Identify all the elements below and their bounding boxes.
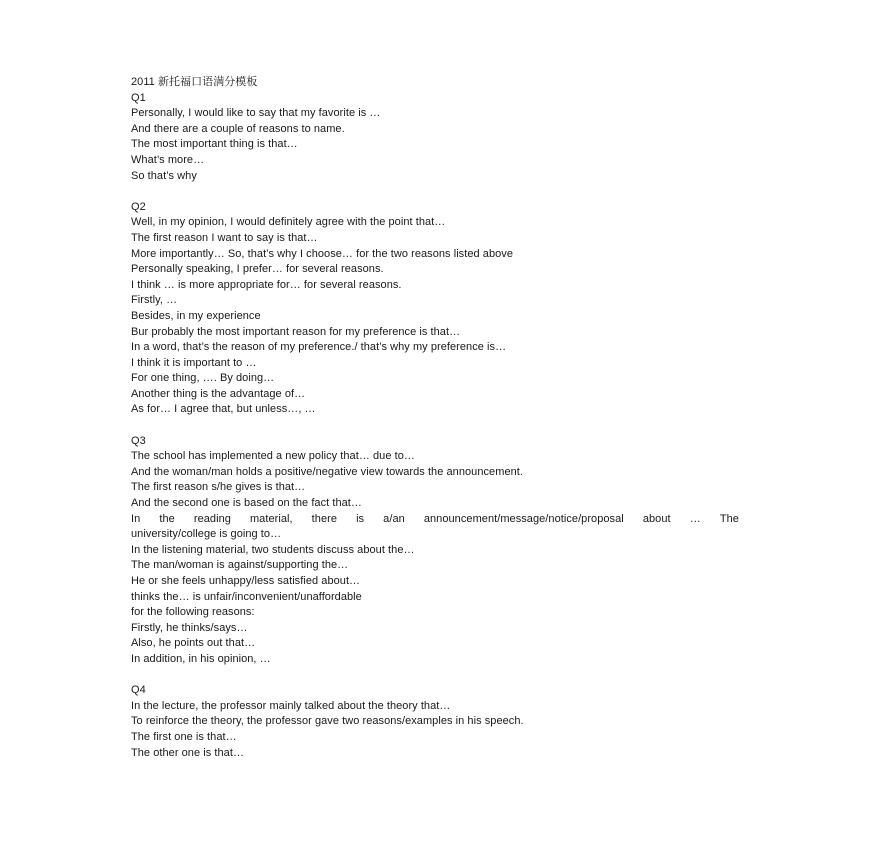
- q4-line: The other one is that…: [131, 746, 244, 759]
- word: the: [159, 512, 175, 525]
- q1-heading: Q1: [131, 91, 146, 104]
- word: is: [356, 512, 365, 525]
- q4-line: To reinforce the theory, the professor gave two reasons/examples in his speech.: [131, 715, 524, 728]
- q2-line: Bur probably the most important reason for my preference is that…: [131, 325, 461, 338]
- word: In: [131, 512, 141, 525]
- q2-line: Besides, in my experience: [131, 309, 261, 322]
- q1-line: Personally, I would like to say that my favorite is …: [131, 107, 381, 120]
- q1-line: So that’s why: [131, 169, 197, 182]
- section-gap: [131, 418, 741, 434]
- q2-line: As for… I agree that, but unless…, …: [131, 403, 316, 416]
- q2-heading: Q2: [131, 200, 146, 213]
- q3-line: thinks the… is unfair/inconvenient/unaffordable: [131, 590, 362, 603]
- q2-line: In a word, that’s the reason of my preference./ that’s why my preference is…: [131, 341, 507, 354]
- q1-line: The most important thing is that…: [131, 138, 298, 151]
- section-gap: [131, 668, 741, 684]
- word: there: [311, 512, 337, 525]
- word: announcement/message/notice/proposal: [423, 512, 624, 525]
- q3-line: The first reason s/he gives is that…: [131, 481, 306, 494]
- q3-line: university/college is going to…: [131, 528, 282, 541]
- q3-line: Firstly, he thinks/says…: [131, 621, 248, 634]
- q1-line: And there are a couple of reasons to name.: [131, 122, 345, 135]
- q3-line: And the second one is based on the fact that…: [131, 497, 362, 510]
- q3-line: The school has implemented a new policy that… due to…: [131, 450, 415, 463]
- q2-line: The first reason I want to say is that…: [131, 231, 318, 244]
- word: material,: [249, 512, 293, 525]
- word: …: [689, 512, 701, 525]
- q4-heading: Q4: [131, 684, 146, 697]
- q3-line: He or she feels unhappy/less satisfied about…: [131, 575, 361, 587]
- q3-line: Also, he points out that…: [131, 637, 256, 650]
- q3-heading: Q3: [131, 434, 146, 447]
- q2-line: I think it is important to …: [131, 356, 257, 369]
- q3-line: In the listening material, two students discuss about the…: [131, 543, 415, 556]
- q2-line: I think … is more appropriate for… for several reasons.: [131, 278, 402, 291]
- q4-line: In the lecture, the professor mainly talked about the theory that…: [131, 699, 451, 712]
- word: about: [642, 512, 671, 525]
- word: reading: [193, 512, 231, 525]
- q2-line: Well, in my opinion, I would definitely agree with the point that…: [131, 216, 446, 229]
- word: a/an: [383, 512, 405, 525]
- q4-line: The first one is that…: [131, 730, 237, 743]
- q2-line: Another thing is the advantage of…: [131, 387, 306, 400]
- q2-line: Personally speaking, I prefer… for several reasons.: [131, 263, 384, 276]
- section-gap: [131, 184, 741, 200]
- q1-line: What’s more…: [131, 153, 205, 166]
- document-title: 2011 新托福口语满分模板: [131, 76, 258, 88]
- q2-line: Firstly, …: [131, 294, 178, 307]
- q3-line: The man/woman is against/supporting the…: [131, 559, 349, 572]
- q2-line: For one thing, …. By doing…: [131, 372, 275, 385]
- q3-line: In addition, in his opinion, …: [131, 652, 271, 665]
- document-page: [131, 75, 741, 761]
- q3-line: And the woman/man holds a positive/negative view towards the announcement.: [131, 465, 523, 478]
- q3-justified-line: [131, 512, 739, 528]
- q3-line: for the following reasons:: [131, 606, 255, 619]
- q2-line: More importantly… So, that’s why I choose… for the two reasons listed above: [131, 247, 514, 260]
- word: The: [719, 512, 739, 525]
